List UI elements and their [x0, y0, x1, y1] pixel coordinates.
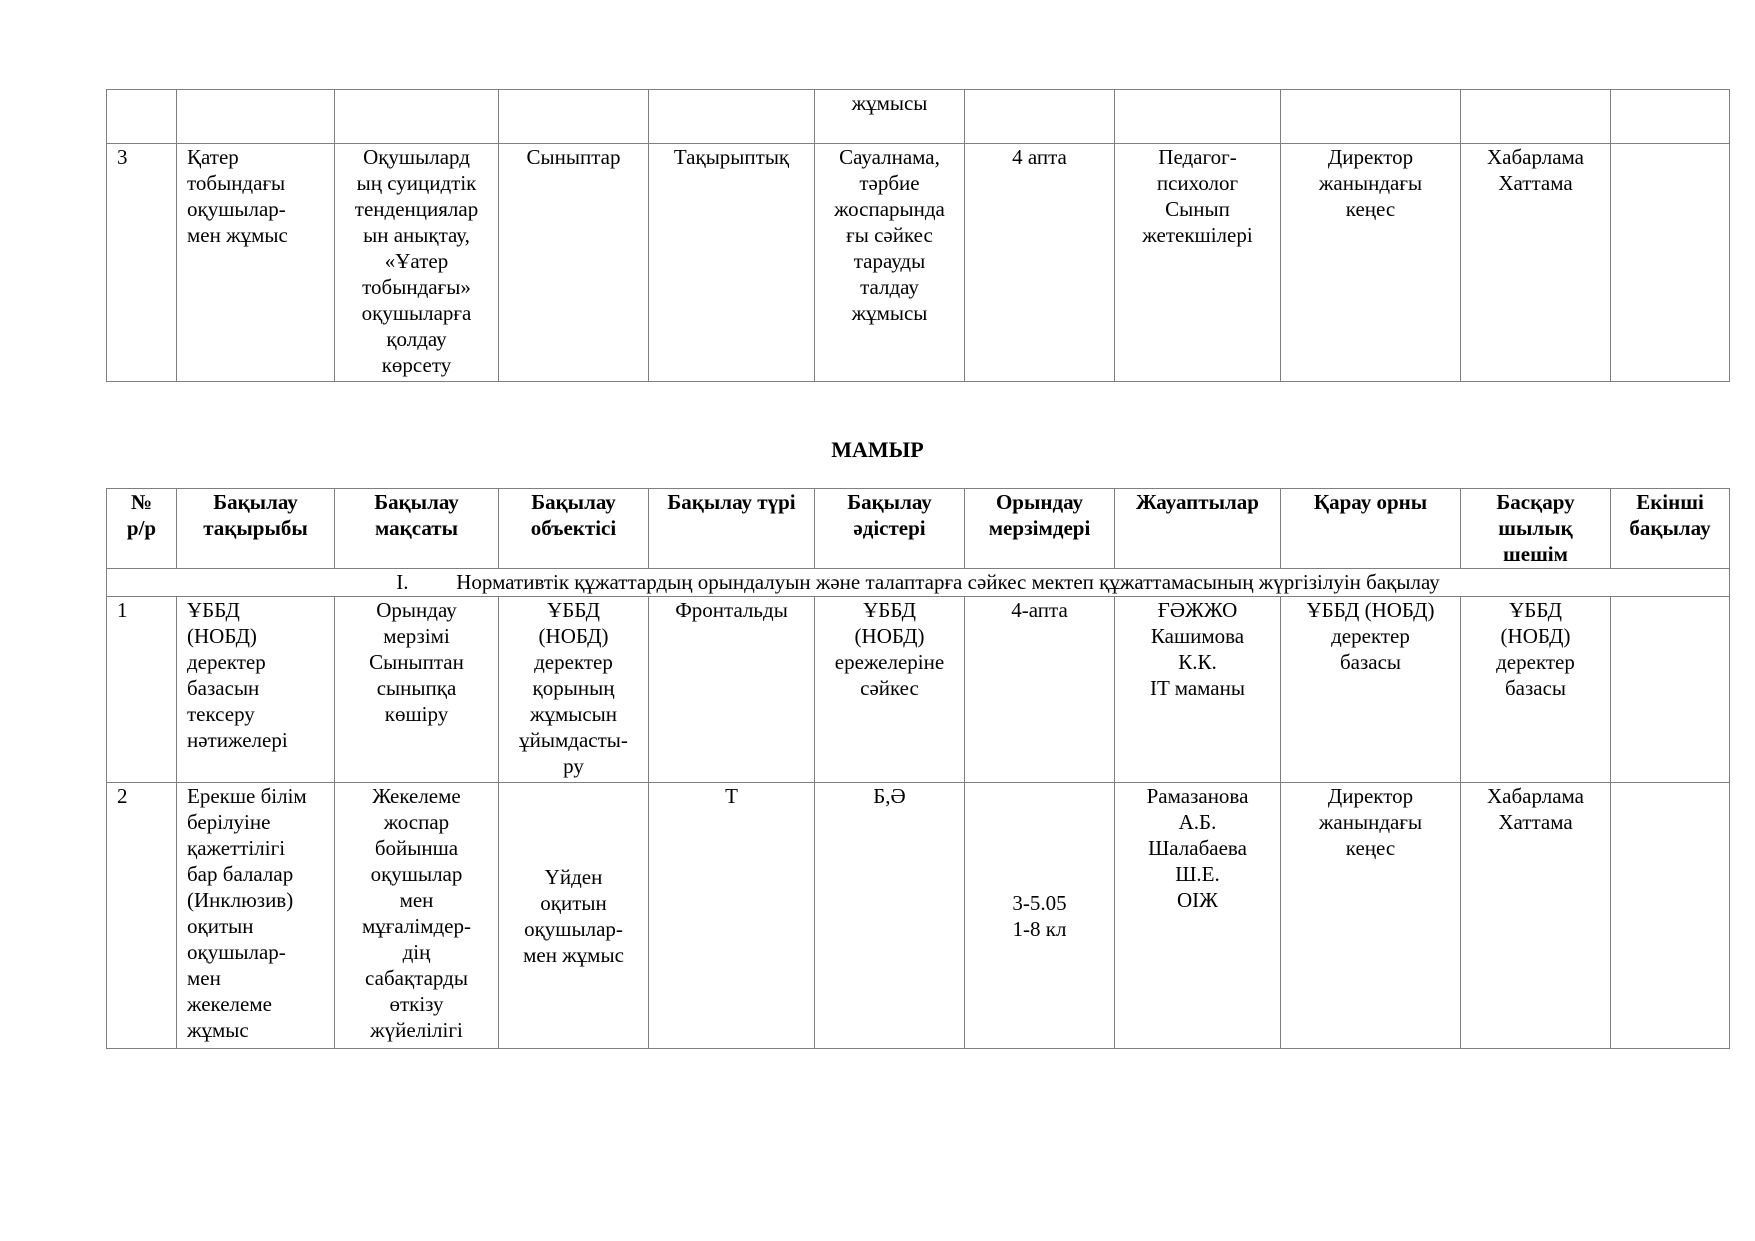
cell-text-line: 3-5.05 — [1012, 890, 1067, 915]
cell-second — [1611, 597, 1730, 783]
cell-text-line: бақылау — [1629, 516, 1711, 540]
cell-text-line: № — [130, 490, 153, 514]
cell-text-line: Бақылау — [847, 490, 932, 514]
cell-text-line: ОІЖ — [1177, 888, 1218, 912]
cell-text-line: Сыныптар — [526, 145, 621, 169]
cell-topic — [177, 144, 335, 382]
cell-text-line: Директор — [1327, 784, 1414, 808]
cell-deadline — [965, 90, 1115, 144]
cell-topic — [177, 90, 335, 144]
cell-text-line: Ерекше білім — [187, 784, 307, 808]
cell-object — [499, 783, 649, 1049]
cell-text-line: мен — [187, 966, 221, 990]
cell-text-line: деректер — [1331, 624, 1410, 648]
table-row — [107, 90, 1730, 144]
cell-responsible — [1115, 90, 1281, 144]
cell-text-line: жекелеме — [187, 992, 272, 1016]
cell-text-line: Екінші — [1636, 490, 1704, 514]
cell-text-line: Орындау — [995, 490, 1084, 514]
cell-text-line: Жекелеме — [372, 784, 461, 808]
cell-purpose — [335, 597, 499, 783]
cell-text-line: жанындағы — [1318, 810, 1423, 834]
cell-text-line: бойынша — [374, 836, 459, 860]
cell-text-line: Бақылау түрі — [667, 490, 796, 514]
cell-decision — [1461, 783, 1611, 1049]
cell-decision — [1461, 144, 1611, 382]
cell-text-line: «Ұатер — [384, 249, 449, 273]
cell-method — [815, 783, 965, 1049]
cell-text-line: Тақырыптық — [673, 145, 790, 169]
cell-responsible — [1115, 144, 1281, 382]
cell-text-line: (НОБД) — [187, 624, 257, 648]
cell-text-line: Кашимова — [1150, 624, 1245, 648]
cell-text-line: көшіру — [384, 702, 449, 726]
cell-text-line: ҰББД — [547, 598, 600, 622]
cell-text-line: мен жұмыс — [523, 942, 624, 967]
cell-text-line: 4-апта — [1011, 598, 1068, 622]
cell-text-line: мен — [399, 888, 434, 912]
header-decision — [1461, 489, 1611, 569]
section-row — [107, 569, 1730, 597]
cell-text-line: жанындағы — [1318, 171, 1423, 195]
cell-topic — [177, 783, 335, 1049]
cell-text-line: (Инклюзив) — [187, 888, 294, 912]
cell-num: 3 — [107, 144, 177, 382]
cell-num — [107, 90, 177, 144]
cell-text-line: Хабарлама — [1487, 145, 1584, 169]
cell-text-line: Сынып — [1165, 197, 1230, 221]
cell-text-line: мерзімі — [383, 624, 450, 648]
cell-text-line: берілуіне — [187, 810, 271, 834]
cell-text-line: деректер — [187, 650, 266, 674]
cell-second — [1611, 783, 1730, 1049]
header-venue — [1281, 489, 1461, 569]
cell-text-line: психолог — [1156, 171, 1239, 195]
cell-text-line: объектісі — [530, 516, 617, 540]
cell-text-line: әдістері — [853, 516, 926, 540]
cell-text-line: мен жұмыс — [187, 223, 288, 247]
cell-text-line: шылық — [1498, 516, 1573, 540]
cell-method — [815, 144, 965, 382]
cell-decision — [1461, 597, 1611, 783]
cell-type — [649, 144, 815, 382]
cell-text-line: ғы сәйкес — [846, 223, 933, 247]
header-second — [1611, 489, 1730, 569]
section-number: I. — [396, 570, 409, 594]
cell-text-line: IT маманы — [1150, 676, 1245, 700]
cell-text-line: К.К. — [1178, 650, 1217, 674]
cell-text-line: нәтижелері — [187, 728, 288, 752]
cell-text-line: деректер — [534, 650, 613, 674]
top-table — [106, 89, 1730, 382]
cell-purpose — [335, 144, 499, 382]
cell-type — [649, 90, 815, 144]
cell-text-line: қажеттілігі — [187, 836, 286, 860]
header-type — [649, 489, 815, 569]
header-purpose — [335, 489, 499, 569]
cell-text-line: талдау — [860, 275, 919, 299]
table-row — [107, 144, 1730, 382]
cell-object — [499, 90, 649, 144]
table-row — [107, 597, 1730, 783]
cell-text-line: оқушылар- — [187, 197, 286, 221]
cell-decision — [1461, 90, 1611, 144]
cell-text-line: ҒӘЖЖО — [1157, 598, 1238, 622]
cell-text-line: ұйымдасты- — [519, 728, 628, 752]
cell-deadline — [965, 144, 1115, 382]
cell-text-line: тенденциялар — [354, 197, 479, 221]
cell-text-line: тәрбие — [859, 171, 920, 195]
cell-type — [649, 597, 815, 783]
cell-text-line: Сыныптан — [369, 650, 464, 674]
cell-text-line: тексеру — [187, 702, 255, 726]
cell-text-line: дің — [402, 940, 431, 964]
cell-text-line: Рамазанова — [1146, 784, 1249, 808]
cell-text-line: Шалабаева — [1148, 836, 1247, 860]
cell-text-line: жетекшілері — [1142, 223, 1253, 247]
cell-second — [1611, 144, 1730, 382]
header-deadline — [965, 489, 1115, 569]
cell-text-line: Б,Ә — [873, 784, 906, 808]
cell-text-line: Бақылау — [531, 490, 616, 514]
cell-text-line: А.Б. — [1178, 810, 1217, 834]
cell-text-line: сыныпқа — [376, 676, 457, 700]
cell-text-line: ың суицидтік — [356, 171, 477, 195]
cell-type — [649, 783, 815, 1049]
cell-text-line: Ш.Е. — [1175, 862, 1220, 886]
cell-text-line: ҰББД — [187, 598, 240, 622]
cell-text-line: сәйкес — [860, 676, 919, 700]
cell-text-line: ережелеріне — [834, 650, 945, 674]
cell-text-line: жұмысын — [529, 702, 618, 726]
cell-text-line: р/р — [126, 516, 157, 540]
cell-text-line: мақсаты — [374, 516, 458, 540]
cell-deadline — [965, 783, 1115, 1049]
cell-venue — [1281, 597, 1461, 783]
cell-text-line: (НОБД) — [854, 624, 925, 648]
cell-num: 1 — [107, 597, 177, 783]
cell-text-line: базасын — [187, 676, 260, 700]
cell-text-line: тобындағы — [187, 171, 286, 195]
cell-purpose — [335, 783, 499, 1049]
cell-text-line: Жауаптылар — [1136, 490, 1259, 514]
cell-text-line: оқушылар- — [187, 940, 286, 964]
cell-text-line: оқушылар — [370, 862, 463, 886]
cell-text-line: ын анықтау, — [363, 223, 470, 247]
cell-num: 2 — [107, 783, 177, 1049]
cell-text-line: мерзімдері — [988, 516, 1091, 540]
cell-text-line: (НОБД) — [538, 624, 609, 648]
cell-text-line: ҰББД — [1509, 598, 1562, 622]
cell-object — [499, 144, 649, 382]
cell-text-line: базасы — [1504, 676, 1567, 700]
cell-text-line: (НОБД) — [1500, 624, 1571, 648]
cell-text-line: тобындағы» — [362, 275, 471, 299]
cell-text-line: Директор — [1327, 145, 1414, 169]
cell-text-line: оқитын — [540, 890, 607, 915]
cell-text-line: 1-8 кл — [1012, 916, 1067, 941]
cell-text-line: оқитын — [187, 914, 254, 938]
cell-topic — [177, 597, 335, 783]
cell-text-line: Сауалнама, — [839, 145, 940, 169]
cell-method: жұмысы — [815, 90, 965, 144]
cell-text-line: кеңес — [1345, 197, 1396, 221]
cell-venue — [1281, 144, 1461, 382]
cell-text-line: Хабарлама — [1487, 784, 1584, 808]
table-row — [107, 783, 1730, 1049]
cell-text-line: көрсету — [381, 353, 452, 377]
cell-text-line: ру — [563, 754, 584, 778]
cell-text-line: Фронтальды — [675, 598, 788, 622]
cell-text-line: кеңес — [1345, 836, 1396, 860]
cell-responsible — [1115, 597, 1281, 783]
cell-venue — [1281, 90, 1461, 144]
cell-text-line: сабақтарды — [365, 966, 468, 990]
cell-text-line: Хаттама — [1498, 810, 1573, 834]
cell-method — [815, 597, 965, 783]
cell-text-line: Хаттама — [1498, 171, 1573, 195]
cell-text-line: өткізу — [389, 992, 444, 1016]
cell-text-line: жоспар — [383, 810, 450, 834]
cell-text-line: Үйден — [544, 864, 603, 889]
cell-text-line: Қатер — [187, 145, 239, 169]
cell-text-line: Бақылау — [374, 490, 459, 514]
cell-text-line: жұмысы — [851, 301, 928, 325]
cell-text-line: базасы — [1339, 650, 1402, 674]
header-method — [815, 489, 965, 569]
cell-text-line: оқушылар- — [524, 916, 623, 941]
header-responsible — [1115, 489, 1281, 569]
cell-text-line: Бақылау — [213, 490, 298, 514]
cell-text-line: жұмыс — [187, 1018, 249, 1042]
cell-text-line: жоспарында — [834, 197, 945, 221]
cell-text-line: Т — [725, 784, 738, 808]
cell-text-line: қолдау — [386, 327, 447, 351]
header-object — [499, 489, 649, 569]
cell-text-line: мұғалімдер- — [361, 914, 471, 938]
cell-text-line: 4 апта — [1012, 145, 1067, 169]
cell-text-line: ҰББД — [863, 598, 916, 622]
cell-text-line: Орындау — [376, 598, 457, 622]
cell-text-line: ҰББД (НОБД) — [1306, 598, 1435, 622]
cell-responsible — [1115, 783, 1281, 1049]
control-plan-table — [106, 488, 1730, 1049]
cell-second — [1611, 90, 1730, 144]
cell-deadline — [965, 597, 1115, 783]
section-text: Нормативтік құжаттардың орындалуын және талаптарға сәйкес мектеп құжаттамасының жүргізілуін бақылау — [456, 570, 1440, 594]
cell-text-line: тарауды — [853, 249, 926, 273]
section-title: МАМЫР — [831, 437, 924, 462]
cell-text-line: шешім — [1503, 542, 1568, 566]
section-heading — [107, 569, 1730, 597]
cell-venue — [1281, 783, 1461, 1049]
cell-text-line: Педагог- — [1158, 145, 1237, 169]
cell-text-line: бар балалар — [187, 862, 294, 886]
cell-text-line: қорының — [532, 676, 615, 700]
cell-text-line: оқушыларға — [361, 301, 472, 325]
cell-text-line: тақырыбы — [203, 516, 308, 540]
cell-text-line: Қарау орны — [1313, 490, 1428, 514]
header-topic — [177, 489, 335, 569]
cell-text-line: деректер — [1496, 650, 1575, 674]
cell-text-line: жүйелілігі — [370, 1018, 463, 1042]
header-row — [107, 489, 1730, 569]
header-num — [107, 489, 177, 569]
cell-text-line: Басқару — [1496, 490, 1575, 514]
cell-text-line: Оқушылард — [363, 145, 470, 169]
cell-purpose — [335, 90, 499, 144]
cell-object — [499, 597, 649, 783]
